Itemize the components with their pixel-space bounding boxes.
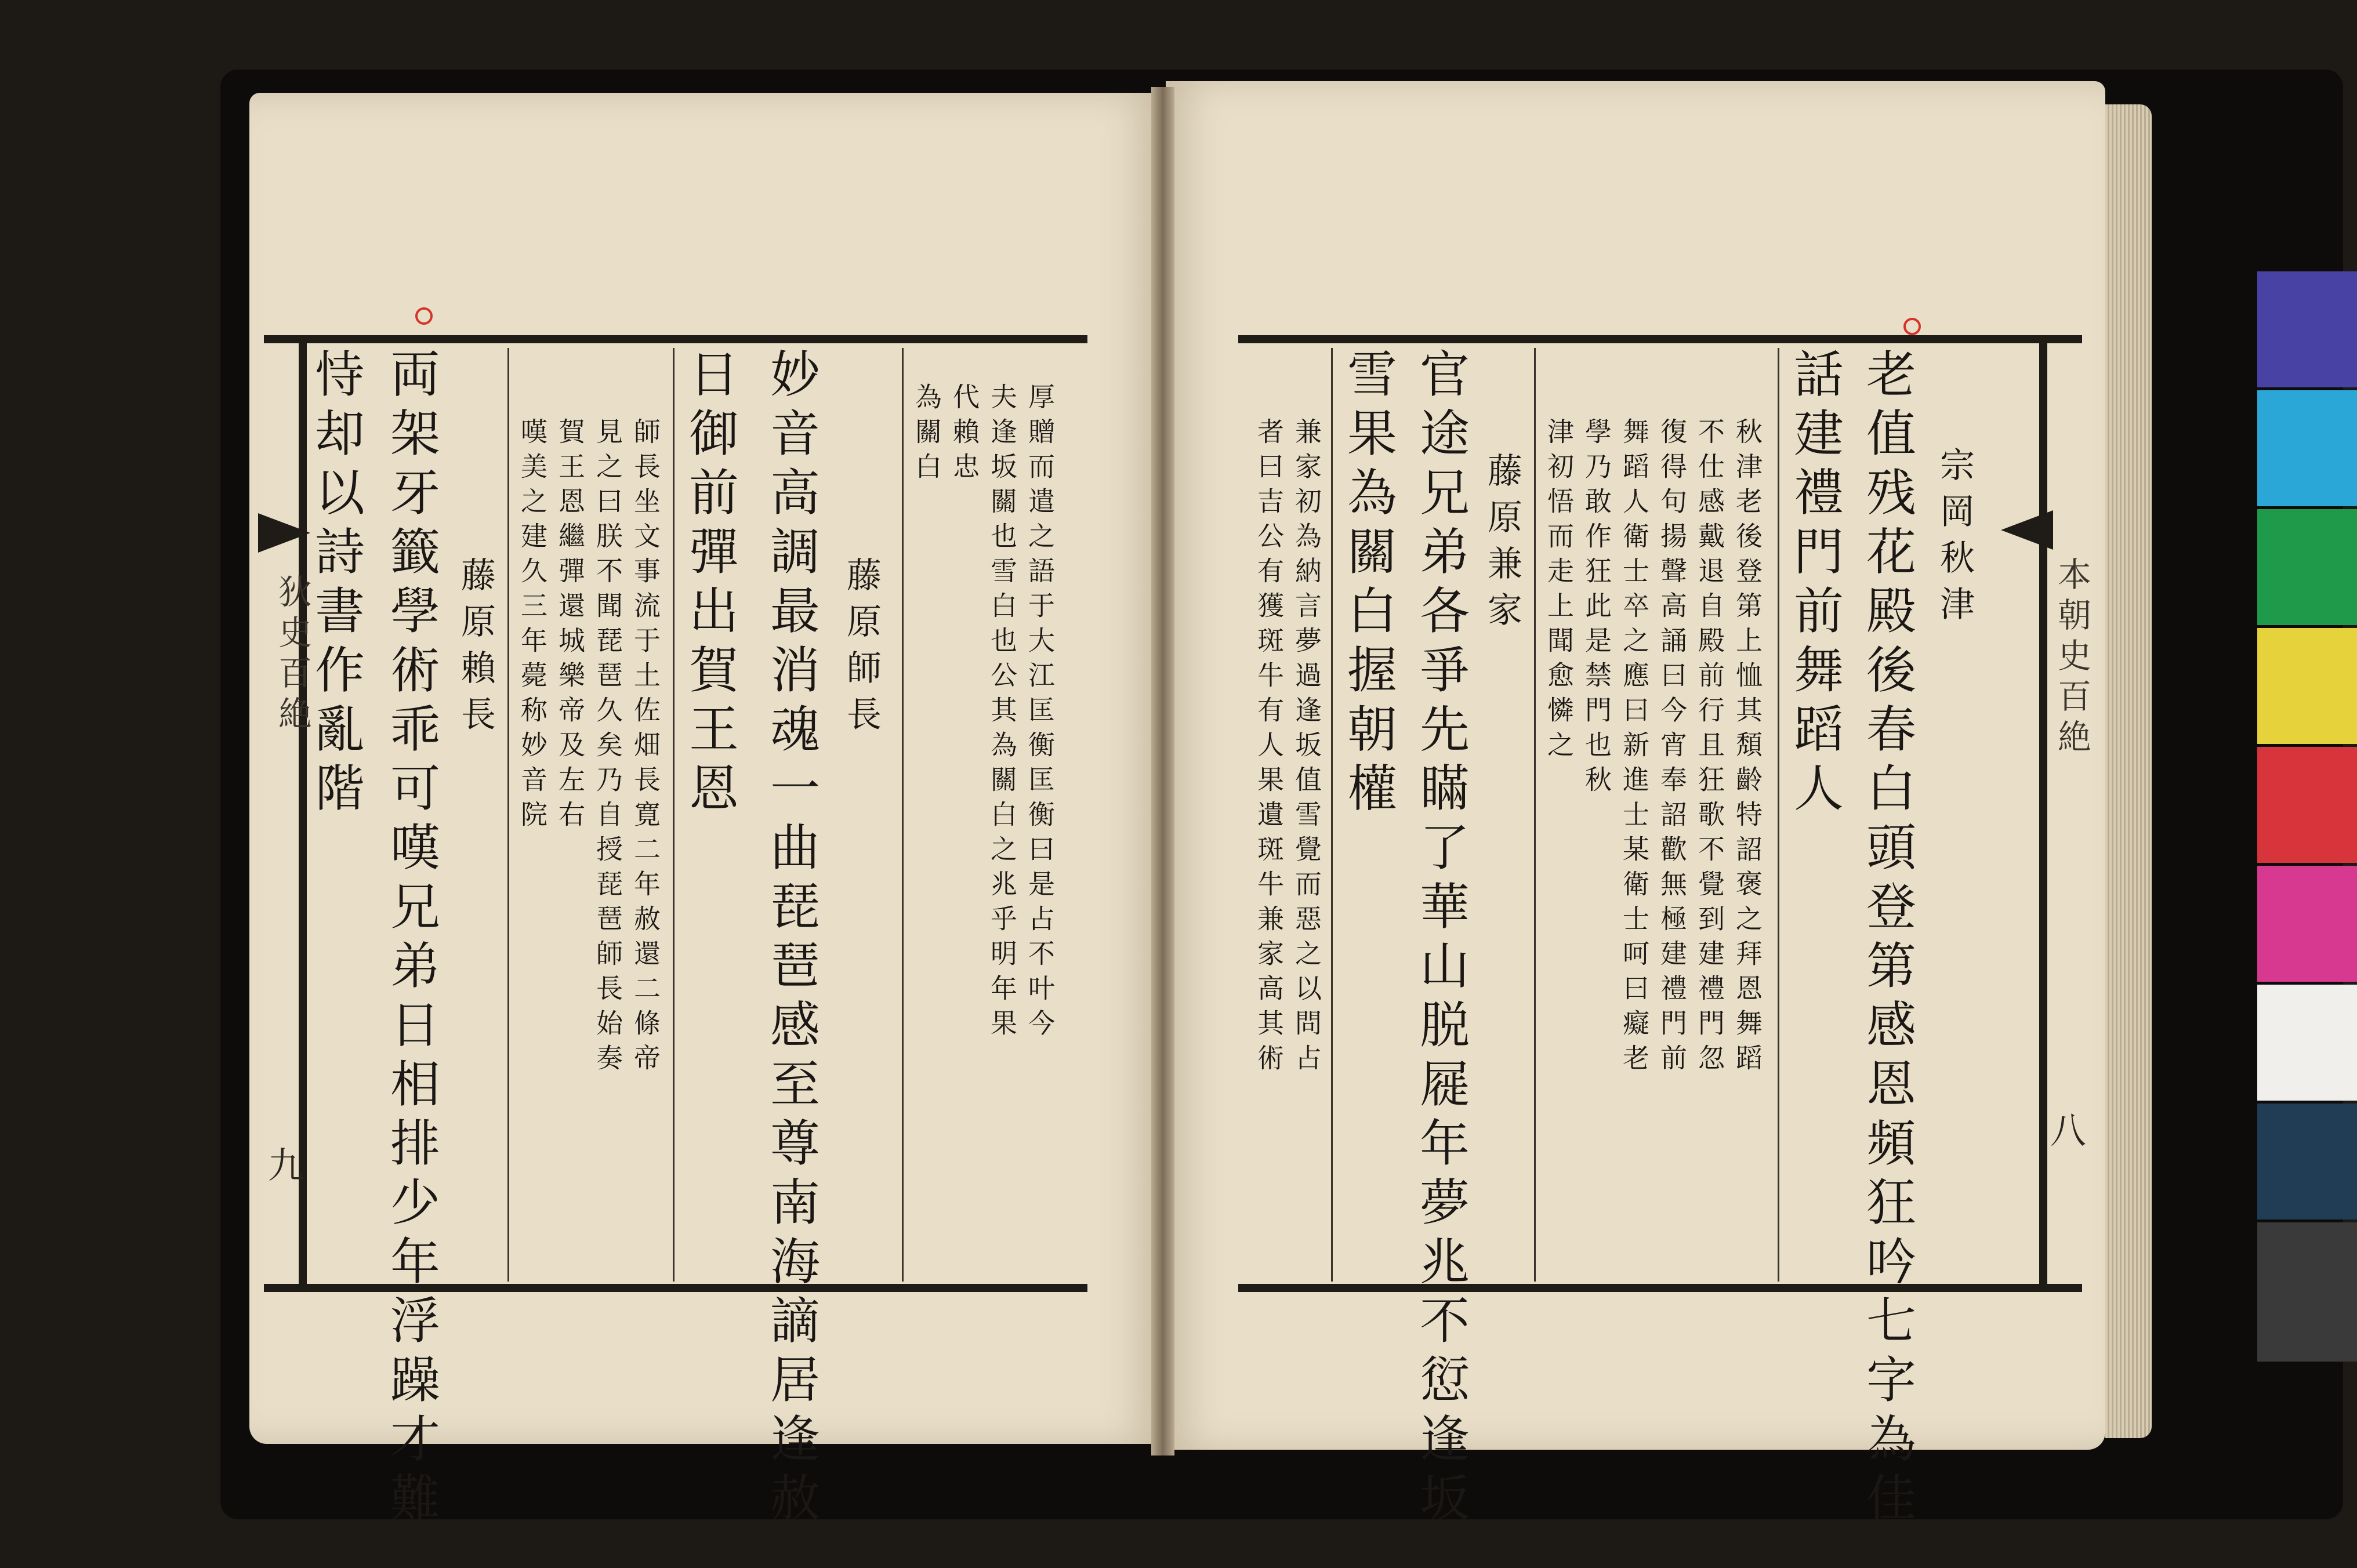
commentary-column: 師長坐文事流于土佐畑長寛二年赦還二條帝 [630,418,661,1079]
commentary-column: 賀王恩繼彈還城樂帝及左右 [554,418,586,835]
column-rule [902,348,904,1282]
commentary-column: 兼家初為納言夢過逢坂值雪覺而惡之以問占 [1291,418,1322,1079]
commentary-column: 學乃敢作狂此是禁門也秋 [1581,418,1612,800]
commentary-column: 為關白 [911,383,942,487]
commentary-column: 見之曰朕不聞琵琶久矣乃自授琵琶師長始奏 [592,418,623,1079]
calibration-patch-gray [2257,1222,2357,1362]
poem-text-column: 官途兄弟各爭先瞞了華山脱屣年夢兆不愆逢坂 [1411,348,1469,1531]
red-circle-mark-right [1903,318,1921,335]
commentary-column: 舞蹈人衛士卒之應曰新進士某衛士呵曰癡老 [1619,418,1650,1079]
commentary-column: 津初悟而走上聞愈憐之 [1543,418,1575,765]
commentary-column: 復得句揚聲高誦曰今宵奉詔歡無極建禮門前 [1656,418,1688,1079]
right-margin-title: 本朝史百絶 [2052,557,2091,760]
commentary-column: 秋津老後登第上恤其頽齡特詔褒之拜恩舞蹈 [1732,418,1763,1079]
commentary-column: 夫逢坂關也雪白也公其為關白之兆乎明年果 [987,383,1018,1044]
commentary-column: 不仕感戴退自殿前行且狂歌不覺到建禮門忽 [1694,418,1725,1079]
poem-text-column: 話建禮門前舞蹈人 [1785,348,1843,821]
commentary-column: 代賴忠 [949,383,980,487]
poem-author-heading: 藤原賴長 [455,557,496,742]
commentary-column: 者曰吉公有獲斑牛有人果遺斑牛兼家高其術 [1253,418,1285,1079]
column-rule [1534,348,1536,1282]
color-calibration-chart [2257,271,2357,1362]
commentary-column: 厚贈而遣之語于大江匡衡匡衡曰是占不叶今 [1024,383,1056,1044]
column-rule [1778,348,1779,1282]
right-page-number: 八 [2050,1109,2087,1152]
poem-text-column: 日御前彈出賀王恩 [680,348,738,821]
poem-author-heading: 宗岡秋津 [1934,447,1975,632]
poem-text-column: 妙音高調最消魂一曲琵琶感至尊南海謫居逢赦 [762,348,819,1531]
book-gutter [1151,87,1174,1456]
left-top-rule-ext [264,335,310,343]
poem-author-heading: 藤原兼家 [1482,452,1522,638]
calibration-patch-blue [2257,271,2357,387]
left-fishtail-mark [258,513,310,553]
poem-text-column: 恃却以詩書作亂階 [306,348,364,821]
left-page-number: 九 [268,1144,304,1186]
commentary-column: 嘆美之建久三年薨称妙音院 [517,418,548,835]
right-fishtail-mark [2001,510,2053,550]
calibration-patch-green [2257,509,2357,625]
calibration-patch-red [2257,747,2357,863]
calibration-patch-white [2257,985,2357,1101]
page-edge-stack [2105,104,2152,1438]
column-rule [673,348,675,1282]
right-top-rule-ext [2036,335,2082,343]
calibration-patch-dark-blue [2257,1104,2357,1219]
calibration-patch-cyan [2257,390,2357,506]
column-rule [1331,348,1333,1282]
left-bottom-rule-ext [264,1284,310,1292]
calibration-patch-yellow [2257,628,2357,744]
poem-author-heading: 藤原師長 [841,557,882,742]
left-margin-title: 狄史百絶 [273,574,312,736]
column-rule [507,348,509,1282]
poem-text-column: 老值残花殿後春白頭登第感恩頻狂吟七字為佳 [1858,348,1916,1531]
right-bottom-rule-ext [2036,1284,2082,1292]
poem-text-column: 両架牙籤學術乖可嘆兄弟日相排少年浮躁才難 [382,348,440,1531]
calibration-patch-magenta [2257,866,2357,982]
red-circle-mark-left [415,307,433,325]
poem-text-column: 雪果為關白握朝權 [1339,348,1397,821]
